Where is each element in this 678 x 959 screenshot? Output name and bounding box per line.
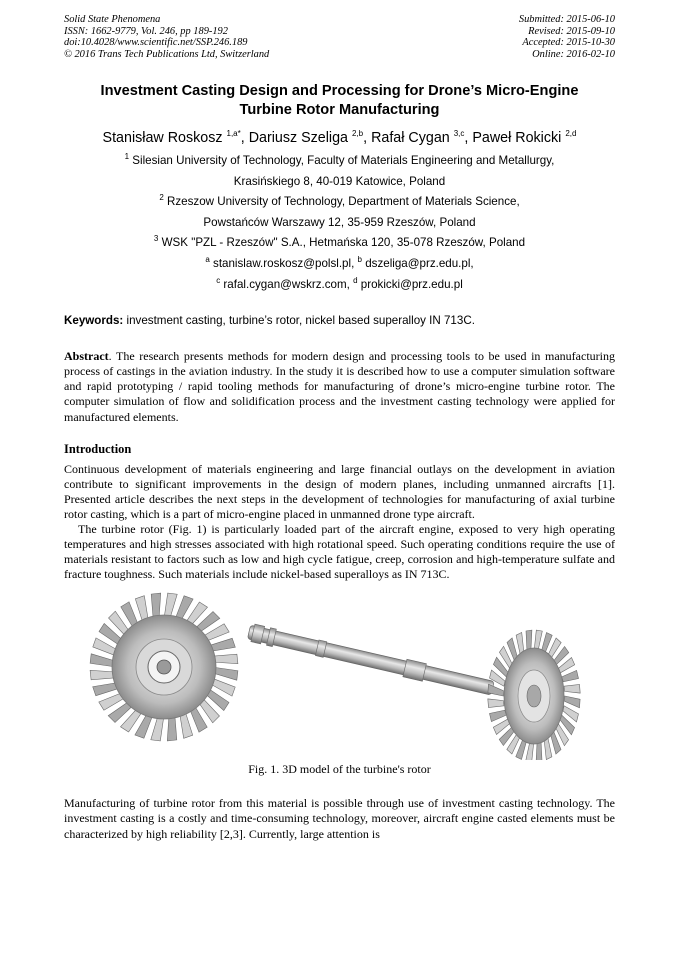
author-name: Rafał Cygan — [371, 130, 454, 146]
issn: ISSN: 1662-9779, Vol. 246, pp 189-192 — [64, 25, 228, 37]
dates-info — [519, 14, 615, 60]
author-sup: 2,b — [351, 129, 364, 139]
email-sup: b — [357, 255, 362, 265]
journal-header — [64, 14, 615, 60]
emails-line-1 — [64, 254, 615, 275]
abstract-label: Abstract — [64, 349, 109, 364]
aff-text: WSK "PZL - Rzeszów" S.A., Hetmańska 120, 35-078 Rzeszów, Poland — [158, 236, 526, 250]
author-sup: 1,a* — [226, 129, 241, 139]
keywords-text: investment casting, turbine’s rotor, nickel based superalloy IN 713C. — [123, 314, 475, 328]
intro-paragraph-2: The turbine rotor (Fig. 1) is particularly loaded part of the aircraft engine, exposed to very high operating temperatures and high stresses associated with high rotational speed. Such operating conditions require the use of materials resistant to factors such as low and high cycle fatigue, creep, corrosion and high-temperature sulfate and fracture toughness. Such materials include nickel-based superalloys as IN 713C. — [64, 522, 615, 582]
journal-name: Solid State Phenomena — [64, 14, 161, 25]
author-sep: , — [240, 130, 249, 146]
title-line-1: Investment Casting Design and Processing for Drone’s Micro-Engine — [100, 83, 579, 99]
abstract-text: . The research presents methods for modern design and processing tools to be used in manufacturing process of castings in the aviation industry. In the study it is described how to use a computer simulation software and rapid prototyping / rapid tooling methods for manufacturing of drone’s micro-engine turbine rotor. The computer simulation of flow and solidification process and the investment casting technology were applied for manufactured elements. — [64, 349, 615, 424]
author-sup: 3,c — [453, 129, 465, 139]
rotor-front-view — [90, 593, 238, 741]
doi: doi:10.4028/www.scientific.net/SSP.246.189 — [64, 37, 248, 48]
author-list — [64, 129, 615, 148]
copyright: © 2016 Trans Tech Publications Ltd, Switzerland — [64, 48, 270, 60]
section-heading-introduction: Introduction — [64, 441, 132, 456]
revised-date: Revised: 2015-09-10 — [528, 25, 615, 37]
affiliations — [64, 151, 615, 295]
author-sep: , — [363, 130, 372, 146]
email: stanislaw.roskosz@polsl.pl, — [209, 256, 358, 270]
affiliation-3 — [64, 233, 615, 254]
author-sup: 2,d — [565, 129, 577, 139]
online-date: Online: 2016-02-10 — [532, 48, 615, 60]
keywords — [64, 313, 615, 328]
author-sep: , — [464, 130, 473, 146]
abstract — [64, 349, 615, 424]
author-name: Dariusz Szeliga — [248, 130, 352, 146]
email-sup: a — [205, 255, 210, 265]
aff-sup: 3 — [153, 234, 159, 244]
figure-1-caption: Fig. 1. 3D model of the turbine's rotor — [248, 762, 431, 777]
author-name: Stanisław Roskosz — [102, 130, 227, 146]
journal-info — [64, 14, 269, 60]
aff-text: Rzeszow University of Technology, Department of Materials Science, — [163, 195, 520, 209]
paper-title — [64, 82, 615, 120]
affiliation-2-address: Powstańców Warszawy 12, 35-959 Rzeszów, Poland — [203, 215, 476, 229]
affiliation-2 — [64, 192, 615, 213]
affiliation-1 — [64, 151, 615, 172]
email: dszeliga@prz.edu.pl, — [361, 256, 474, 270]
intro-paragraph-1: Continuous development of materials engineering and large financial outlays on the development in aviation contribute to significant improvements in the design of modern planes, including unmanned aircrafts [1]. Presented article describes the next steps in the development of technologies for manufacturing of axial turbine rotor casting, which is a part of micro-engine placed in unmanned drone type aircraft. — [64, 461, 615, 521]
email-sup: c — [216, 275, 221, 285]
title-line-2: Turbine Rotor Manufacturing — [239, 102, 440, 118]
paper-page — [64, 14, 615, 842]
paragraph-3: Manufacturing of turbine rotor from this material is possible through use of investment casting technology. The investment casting is a costly and time-consuming technology, moreover, aircraft engine casted elements must be characterized by high reliability [2,3]. Currently, large attention is — [64, 796, 615, 841]
aff-text: Silesian University of Technology, Faculty of Materials Engineering and Metallurgy, — [129, 154, 555, 167]
email: rafal.cygan@wskrz.com, — [220, 277, 354, 291]
keywords-label: Keywords: — [64, 314, 124, 328]
email: prokicki@prz.edu.pl — [357, 277, 463, 291]
emails-line-2 — [64, 275, 615, 296]
figure-1 — [64, 592, 615, 760]
email-sup: d — [353, 275, 358, 285]
turbine-rotor-illustration — [64, 592, 615, 760]
accepted-date: Accepted: 2015-10-30 — [522, 37, 615, 48]
author-name: Paweł Rokicki — [472, 130, 566, 146]
affiliation-1-address: Krasińskiego 8, 40-019 Katowice, Poland — [233, 174, 446, 188]
submitted-date: Submitted: 2015-06-10 — [518, 14, 615, 25]
aff-sup: 2 — [159, 193, 164, 203]
rotor-shaft-view — [247, 624, 580, 761]
aff-sup: 1 — [124, 152, 130, 162]
